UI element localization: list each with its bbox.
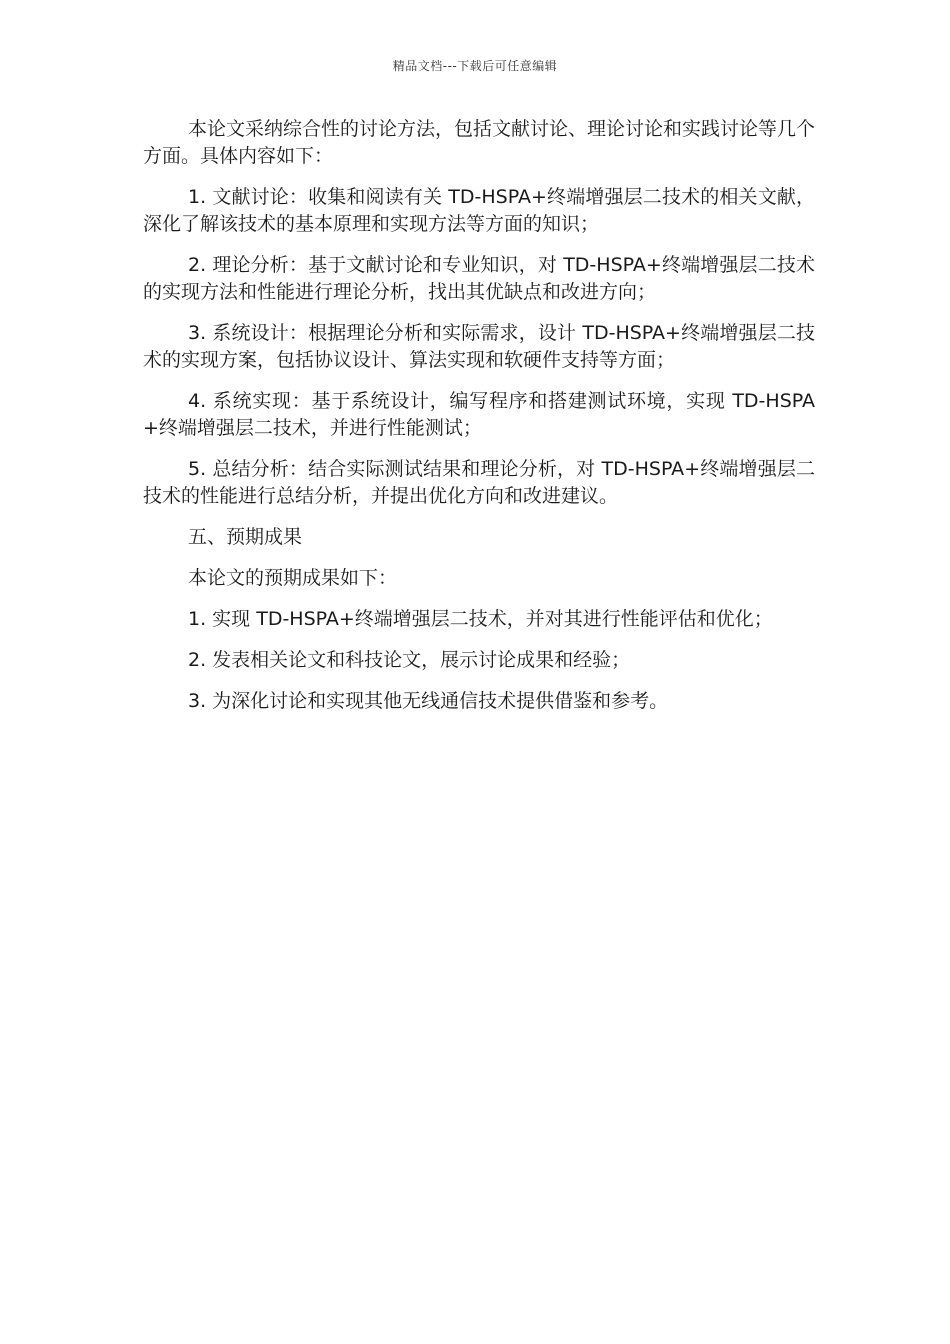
method-item-4: 4. 系统实现：基于系统设计，编写程序和搭建测试环境，实现 TD-HSPA+终端增强层二技术，并进行性能测试；: [143, 390, 815, 439]
method-item-3: 3. 系统设计：根据理论分析和实际需求，设计 TD-HSPA+终端增强层二技术的实现方案，包括协议设计、算法实现和软硬件支持等方面；: [143, 322, 815, 371]
document-body: [143, 116, 815, 729]
outcome-item-1: 1. 实现 TD-HSPA+终端增强层二技术，并对其进行性能评估和优化；: [188, 608, 773, 630]
outcome-item-3: 3. 为深化讨论和实现其他无线通信技术提供借鉴和参考。: [188, 690, 669, 712]
method-item-2: 2. 理论分析：基于文献讨论和专业知识，对 TD-HSPA+终端增强层二技术的实现方法和性能进行理论分析，找出其优缺点和改进方向；: [143, 254, 815, 303]
method-item-5: 5. 总结分析：结合实际测试结果和理论分析，对 TD-HSPA+终端增强层二技术的性能进行总结分析，并提出优化方向和改进建议。: [143, 458, 815, 507]
intro-paragraph: 本论文采纳综合性的讨论方法，包括文献讨论、理论讨论和实践讨论等几个方面。具体内容如下：: [143, 118, 816, 167]
outcomes-intro: 本论文的预期成果如下：: [188, 567, 398, 589]
outcome-item-2: 2. 发表相关论文和科技论文，展示讨论成果和经验；: [188, 649, 631, 671]
method-item-1: 1. 文献讨论：收集和阅读有关 TD-HSPA+终端增强层二技术的相关文献，深化了解该技术的基本原理和实现方法等方面的知识；: [143, 186, 815, 235]
page-header: 精品文档---下载后可任意编辑: [392, 59, 558, 73]
section-heading: 五、预期成果: [188, 526, 303, 548]
